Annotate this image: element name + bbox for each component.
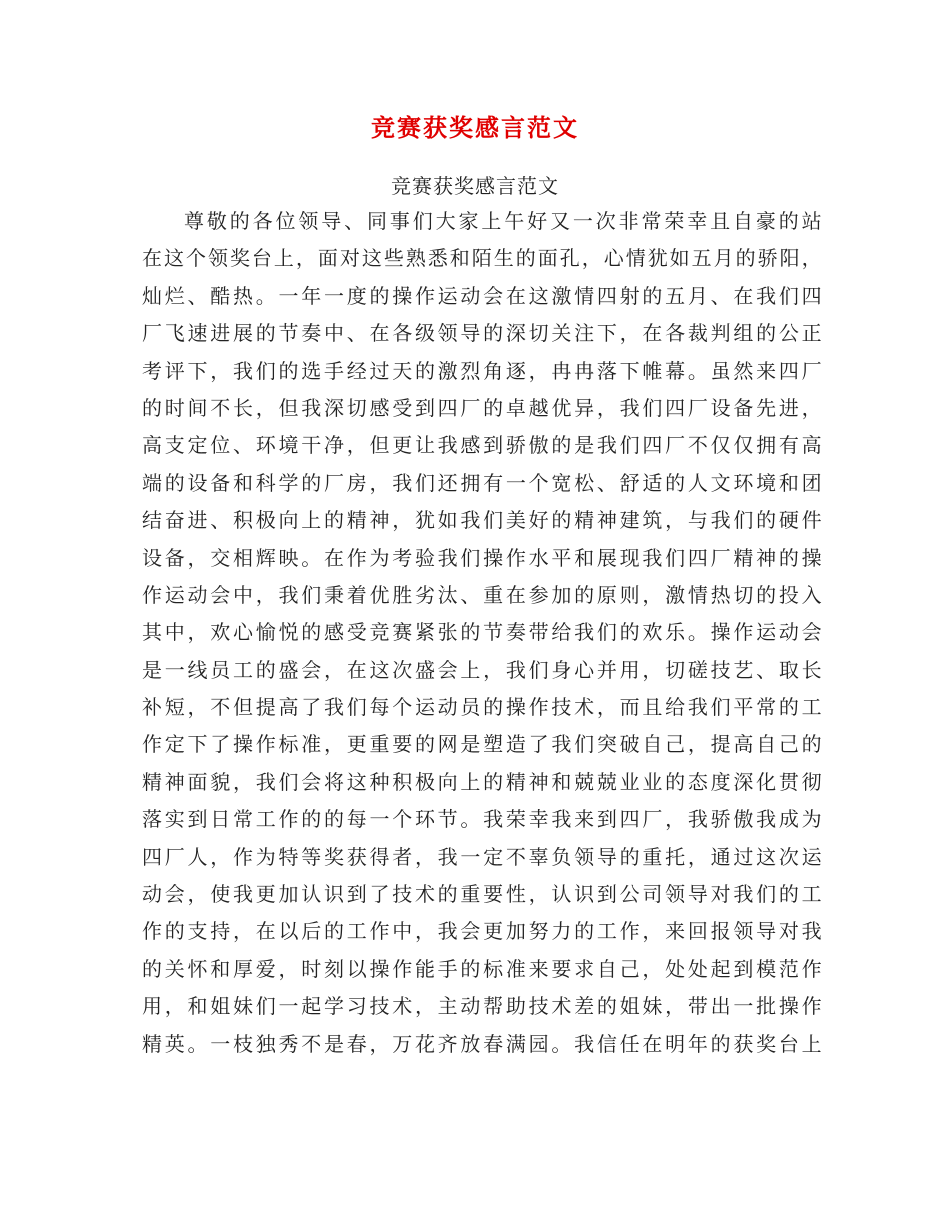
body-line: 精神面貌，我们会将这种积极向上的精神和兢兢业业的态度深化贯彻 (142, 769, 822, 794)
body-line: 厂飞速进展的节奏中、在各级领导的深切关注下，在各裁判组的公正 (142, 321, 822, 346)
body-line: 端的设备和科学的厂房，我们还拥有一个宽松、舒适的人文环境和团 (142, 470, 822, 495)
body-line: 考评下，我们的选手经过天的激烈角逐，冉冉落下帷幕。虽然来四厂 (142, 358, 822, 383)
body-line: 结奋进、积极向上的精神，犹如我们美好的精神建筑，与我们的硬件 (142, 508, 822, 533)
body-line: 其中，欢心愉悦的感受竞赛紧张的节奏带给我们的欢乐。操作运动会 (142, 620, 822, 645)
body-line: 动会，使我更加认识到了技术的重要性，认识到公司领导对我们的工 (142, 882, 822, 907)
body-line: 在这个领奖台上，面对这些熟悉和陌生的面孔，心情犹如五月的骄阳， (142, 246, 822, 271)
body-line: 用，和姐妹们一起学习技术，主动帮助技术差的姐妹，带出一批操作 (142, 994, 822, 1019)
body-line: 高支定位、环境干净，但更让我感到骄傲的是我们四厂不仅仅拥有高 (142, 433, 822, 458)
body-line: 补短，不但提高了我们每个运动员的操作技术，而且给我们平常的工 (142, 695, 822, 720)
body-line: 设备，交相辉映。在作为考验我们操作水平和展现我们四厂精神的操 (142, 545, 822, 570)
body-line: 作的支持，在以后的工作中，我会更加努力的工作，来回报领导对我 (142, 919, 822, 944)
body-line: 精英。一枝独秀不是春，万花齐放春满园。我信任在明年的获奖台上 (142, 1031, 822, 1056)
document-body (142, 203, 822, 1063)
body-line: 落实到日常工作的的每一个环节。我荣幸我来到四厂，我骄傲我成为 (142, 807, 822, 832)
body-line: 尊敬的各位领导、同事们大家上午好又一次非常荣幸且自豪的站 (184, 209, 822, 233)
document-title: 竞赛获奖感言范文 (371, 113, 579, 142)
document-subtitle: 竞赛获奖感言范文 (391, 174, 559, 198)
body-line: 灿烂、酷热。一年一度的操作运动会在这激情四射的五月、在我们四 (142, 283, 822, 308)
body-line: 的关怀和厚爱，时刻以操作能手的标准来要求自己，处处起到模范作 (142, 956, 822, 981)
body-line: 的时间不长，但我深切感受到四厂的卓越优异，我们四厂设备先进， (142, 395, 822, 420)
body-line: 作定下了操作标准，更重要的网是塑造了我们突破自己，提高自己的 (142, 732, 822, 757)
body-line: 四厂人，作为特等奖获得者，我一定不辜负领导的重托，通过这次运 (142, 844, 822, 869)
body-line: 是一线员工的盛会，在这次盛会上，我们身心并用，切磋技艺、取长 (142, 657, 822, 682)
body-line: 作运动会中，我们秉着优胜劣汰、重在参加的原则，激情热切的投入 (142, 582, 822, 607)
